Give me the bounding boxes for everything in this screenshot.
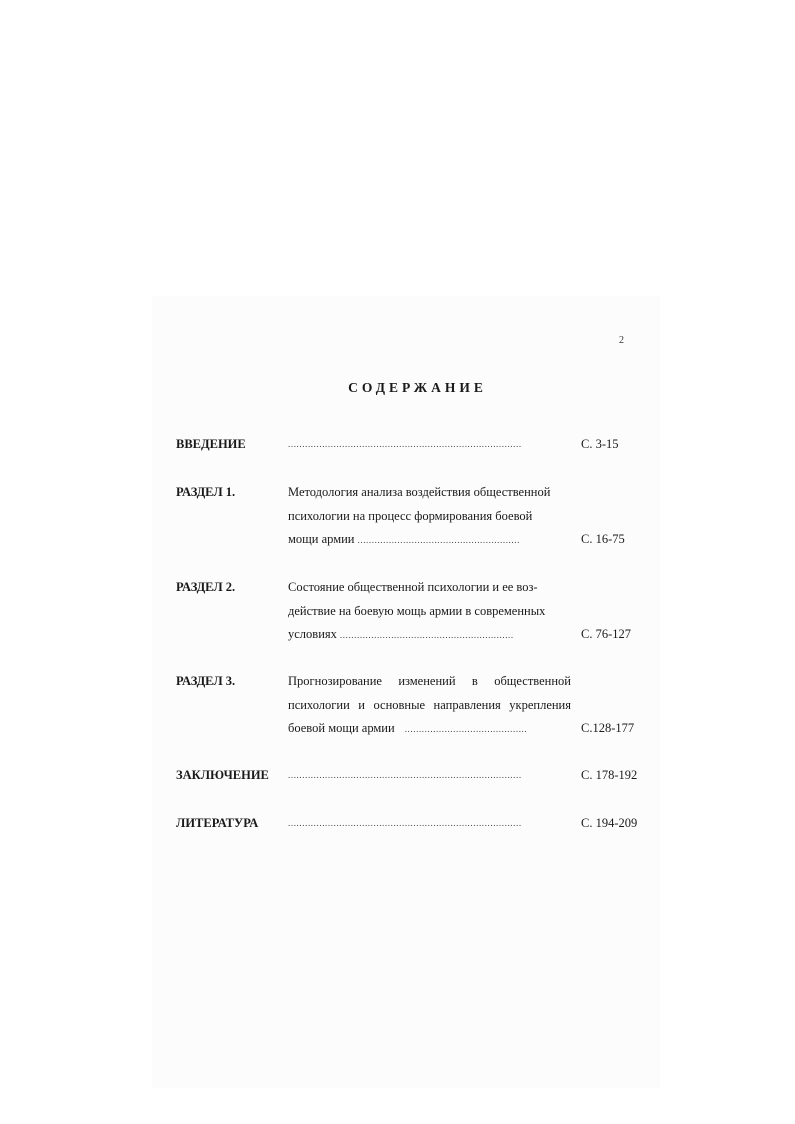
- toc-entry-body: [288, 768, 636, 792]
- toc-text-line: Методология анализа воздействия общественной: [288, 485, 551, 499]
- toc-entry-label: ЗАКЛЮЧЕНИЕ: [176, 768, 269, 782]
- dot-leader: ..................................................................................: [288, 770, 522, 780]
- toc-entry-label: ВВЕДЕНИЕ: [176, 437, 246, 451]
- toc-entry-label: РАЗДЕЛ 2.: [176, 580, 236, 594]
- toc-entry-label: ЛИТЕРАТУРА: [176, 816, 259, 830]
- toc-leader-line: [288, 437, 636, 461]
- toc-page-range: С. 3-15: [581, 437, 619, 451]
- dot-leader: ...........................................: [404, 724, 528, 734]
- toc-page-range: С. 194-209: [581, 816, 638, 830]
- toc-page-range: С.128-177: [581, 721, 635, 735]
- toc-last-line: условиях: [288, 627, 337, 641]
- toc-leader-line: [288, 532, 636, 556]
- toc-page-range: С. 16-75: [581, 532, 625, 546]
- dot-leader: ..................................................................................: [288, 439, 522, 449]
- dot-leader: ..................................................................................: [288, 818, 522, 828]
- page-number: 2: [619, 335, 624, 346]
- toc-last-line: боевой мощи армии: [288, 721, 395, 735]
- toc-leader-line: [288, 721, 636, 745]
- toc-entry-label: РАЗДЕЛ 1.: [176, 485, 236, 499]
- toc-page-range: С. 178-192: [581, 768, 638, 782]
- toc-entry-body: [288, 674, 636, 745]
- toc-last-line: мощи армии: [288, 532, 355, 546]
- toc-entry-body: [288, 485, 636, 556]
- dot-leader: .............................................................: [339, 630, 514, 640]
- toc-entry-label: РАЗДЕЛ 3.: [176, 674, 236, 688]
- toc-text-line: Прогнозирование изменений в общественной: [288, 674, 571, 688]
- toc-text-line: психологии на процесс формирования боевой: [288, 508, 533, 523]
- toc-leader-line: [288, 627, 636, 651]
- page-title: СОДЕРЖАНИЕ: [348, 380, 487, 395]
- toc-leader-line: [288, 816, 636, 840]
- dot-leader: .........................................................: [357, 535, 520, 545]
- toc-entry-body: [288, 816, 636, 840]
- toc-leader-line: [288, 768, 636, 792]
- toc-text-line: психологии и основные направления укрепления: [288, 697, 571, 712]
- toc-text-line: Состояние общественной психологии и ее воз-: [288, 580, 538, 594]
- toc-entry-body: [288, 437, 636, 461]
- toc-text-line: действие на боевую мощь армии в современных: [288, 603, 546, 618]
- toc-page-range: С. 76-127: [581, 627, 631, 641]
- toc-entry-body: [288, 580, 636, 651]
